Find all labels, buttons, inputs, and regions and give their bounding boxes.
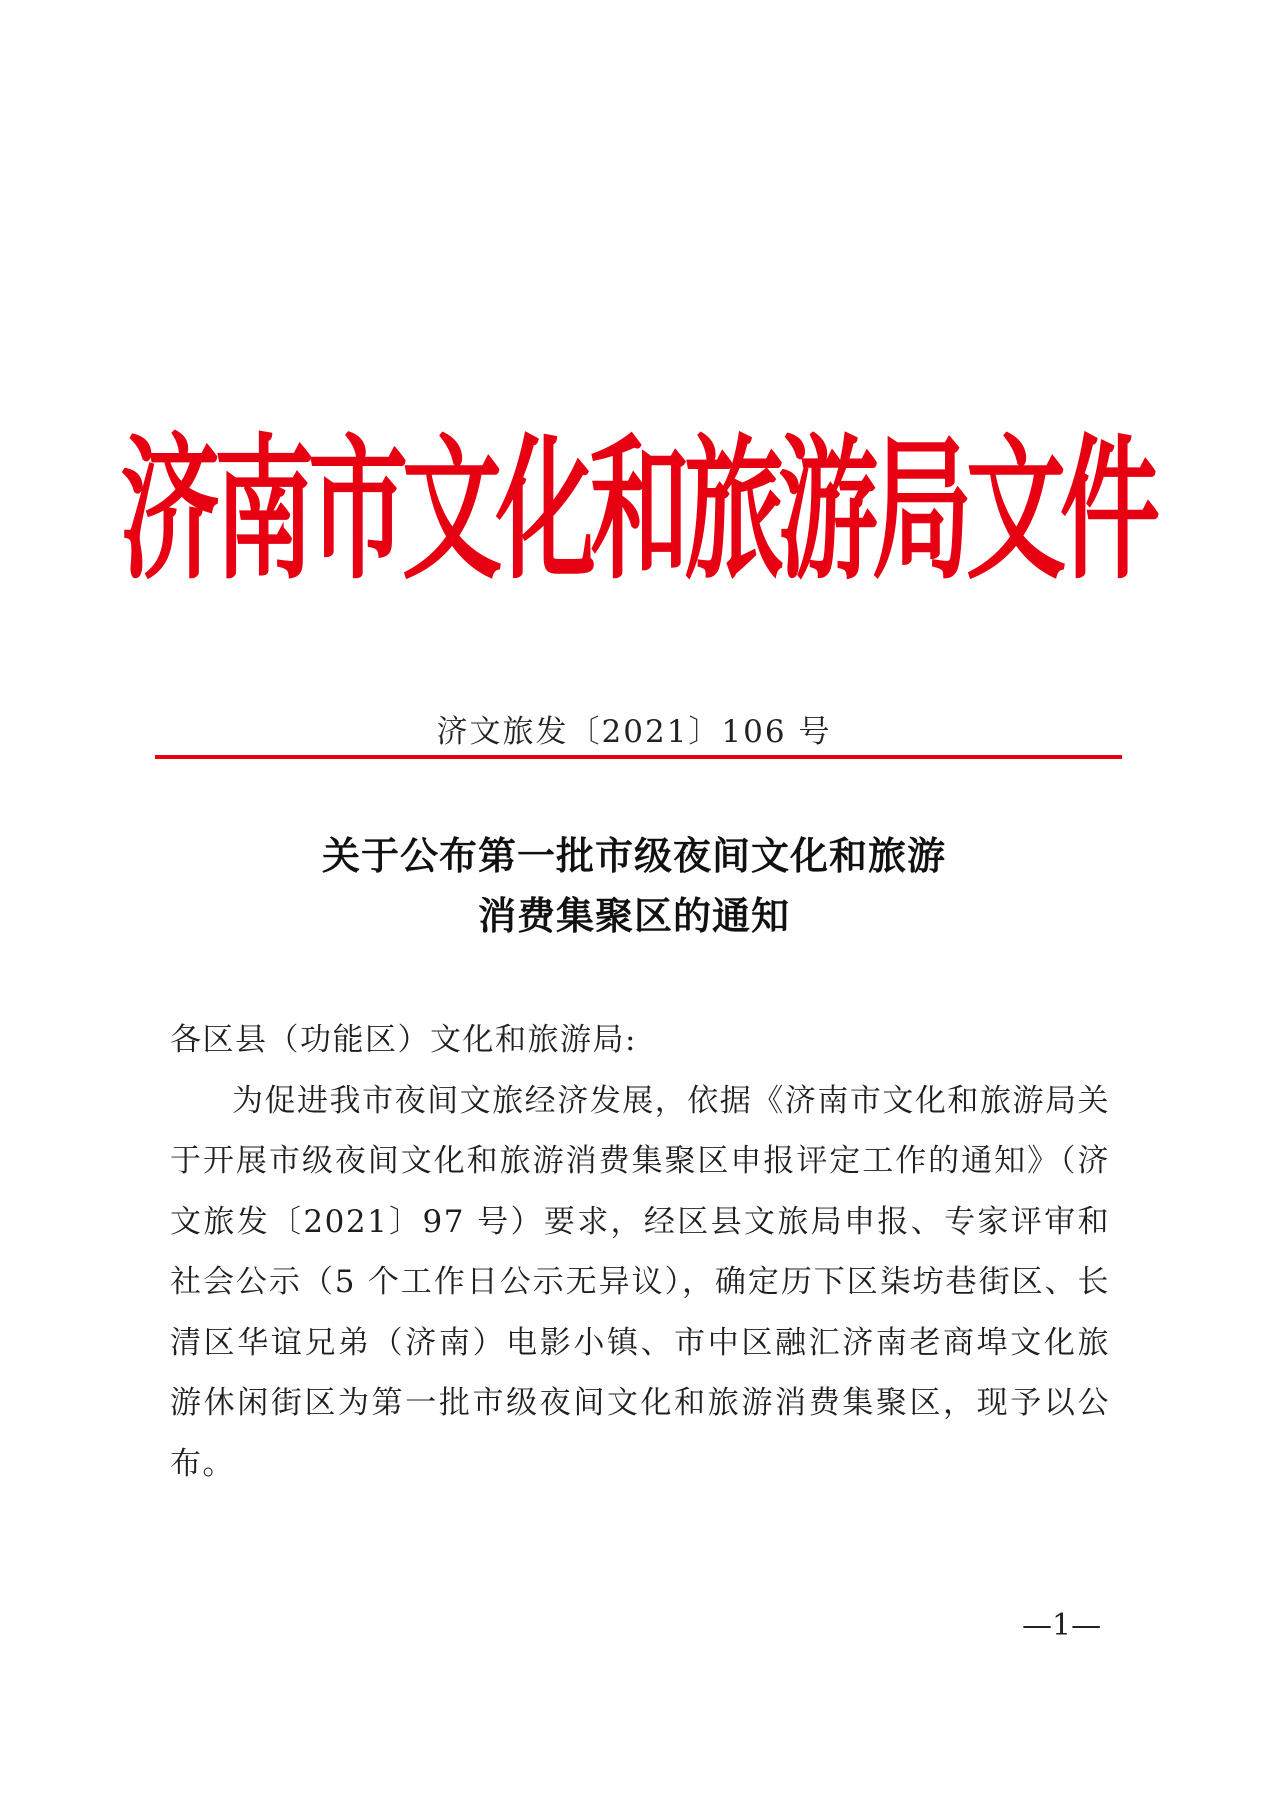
salutation: 各区县（功能区）文化和旅游局: — [170, 1022, 637, 1058]
document-number: 济文旅发〔2021〕106 号 — [436, 714, 832, 750]
body-paragraph: 为促进我市夜间文旅经济发展，依据《济南市文化和旅游局关于开展市级夜间文化和旅游消费集聚区申报评定工作的通知》（济文旅发〔2021〕97 号）要求，经区县文旅局申报、专家评审和社会公示（5 个工作日公示无异议），确定历下区柒坊巷街区、长清区华谊兄弟（济南）电影小镇、市中区融汇济南老商埠文化旅游休闲街区为第一批市级夜间文化和旅游消费集聚区，现予以公布。 — [170, 1082, 1110, 1482]
notice-body — [170, 1010, 1110, 1494]
notice-title-line-2: 消费集聚区的通知 — [477, 893, 790, 938]
notice-title — [0, 826, 1268, 946]
masthead-title: 济南市文化和旅游局文件 — [120, 418, 1154, 601]
red-separator-line — [155, 755, 1122, 759]
notice-title-line-1: 关于公布第一批市级夜间文化和旅游 — [321, 833, 946, 878]
page-number: —1— — [1022, 1608, 1102, 1643]
